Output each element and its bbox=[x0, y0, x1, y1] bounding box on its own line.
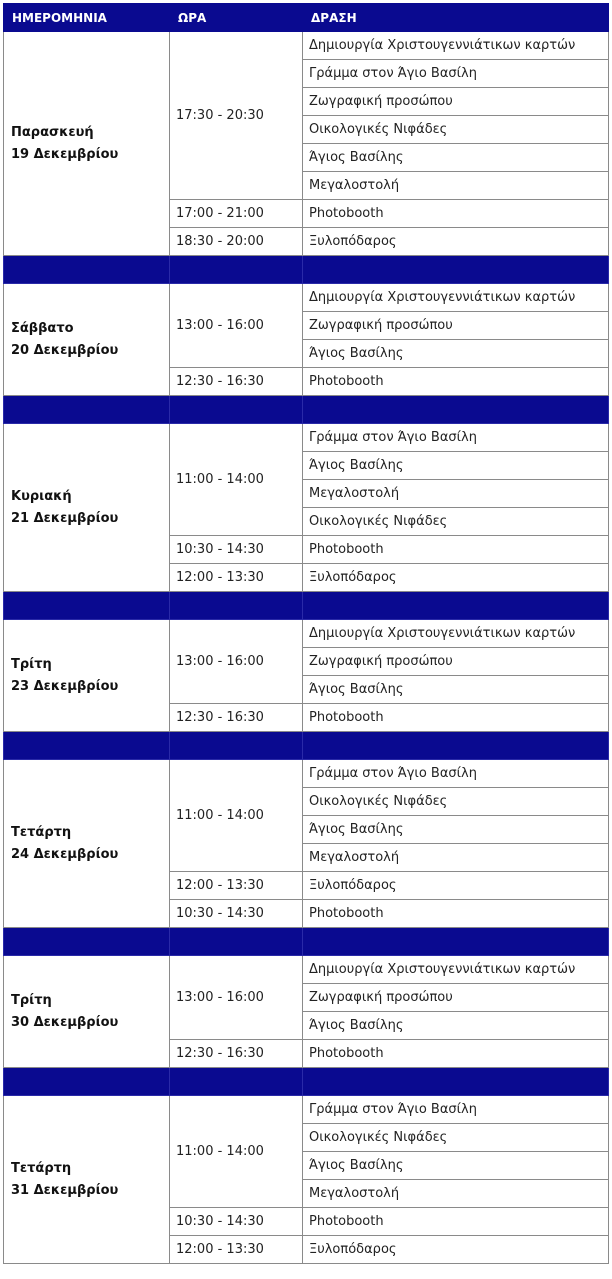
separator-row bbox=[4, 256, 609, 284]
activity-cell: Άγιος Βασίλης bbox=[303, 676, 609, 704]
time-cell: 10:30 - 14:30 bbox=[170, 536, 303, 564]
time-cell: 11:00 - 14:00 bbox=[170, 424, 303, 536]
table-row bbox=[4, 620, 609, 648]
header-activity: ΔΡΑΣΗ bbox=[303, 4, 609, 32]
day-name: Σάββατο bbox=[11, 320, 74, 336]
table-row bbox=[4, 424, 609, 452]
table-row bbox=[4, 956, 609, 984]
time-cell: 11:00 - 14:00 bbox=[170, 760, 303, 872]
activity-cell: Οικολογικές Νιφάδες bbox=[303, 1124, 609, 1152]
table-row bbox=[4, 1096, 609, 1124]
activity-cell: Photobooth bbox=[303, 200, 609, 228]
schedule-body bbox=[4, 32, 609, 1264]
activity-cell: Οικολογικές Νιφάδες bbox=[303, 116, 609, 144]
activity-cell: Photobooth bbox=[303, 1208, 609, 1236]
time-cell: 13:00 - 16:00 bbox=[170, 620, 303, 704]
activity-cell: Άγιος Βασίλης bbox=[303, 816, 609, 844]
separator-cell bbox=[4, 256, 170, 284]
activity-cell: Οικολογικές Νιφάδες bbox=[303, 508, 609, 536]
time-cell: 12:30 - 16:30 bbox=[170, 368, 303, 396]
separator-cell bbox=[170, 732, 303, 760]
activity-cell: Δημιουργία Χριστουγεννιάτικων καρτών bbox=[303, 956, 609, 984]
activity-cell: Ξυλοπόδαρος bbox=[303, 564, 609, 592]
day-name: Τρίτη bbox=[11, 656, 52, 672]
day-name: Τετάρτη bbox=[11, 1160, 72, 1176]
time-cell: 10:30 - 14:30 bbox=[170, 900, 303, 928]
day-cell bbox=[4, 760, 170, 928]
activity-cell: Άγιος Βασίλης bbox=[303, 452, 609, 480]
day-date: 24 Δεκεμβρίου bbox=[11, 846, 119, 862]
day-cell bbox=[4, 284, 170, 396]
activity-cell: Δημιουργία Χριστουγεννιάτικων καρτών bbox=[303, 620, 609, 648]
header-row bbox=[4, 4, 609, 32]
activity-cell: Άγιος Βασίλης bbox=[303, 1012, 609, 1040]
day-date: 19 Δεκεμβρίου bbox=[11, 146, 119, 162]
separator-cell bbox=[4, 928, 170, 956]
activity-cell: Γράμμα στον Άγιο Βασίλη bbox=[303, 60, 609, 88]
separator-row bbox=[4, 592, 609, 620]
separator-cell bbox=[170, 396, 303, 424]
time-cell: 18:30 - 20:00 bbox=[170, 228, 303, 256]
separator-cell bbox=[170, 256, 303, 284]
day-name: Τρίτη bbox=[11, 992, 52, 1008]
header-time: ΩΡΑ bbox=[170, 4, 303, 32]
activity-cell: Δημιουργία Χριστουγεννιάτικων καρτών bbox=[303, 284, 609, 312]
day-date: 31 Δεκεμβρίου bbox=[11, 1182, 119, 1198]
separator-row bbox=[4, 1068, 609, 1096]
activity-cell: Άγιος Βασίλης bbox=[303, 1152, 609, 1180]
activity-cell: Photobooth bbox=[303, 704, 609, 732]
activity-cell: Γράμμα στον Άγιο Βασίλη bbox=[303, 760, 609, 788]
time-cell: 12:00 - 13:30 bbox=[170, 1236, 303, 1264]
separator-cell bbox=[303, 1068, 609, 1096]
day-date: 21 Δεκεμβρίου bbox=[11, 510, 119, 526]
time-cell: 10:30 - 14:30 bbox=[170, 1208, 303, 1236]
activity-cell: Ξυλοπόδαρος bbox=[303, 872, 609, 900]
time-cell: 13:00 - 16:00 bbox=[170, 956, 303, 1040]
table-row bbox=[4, 284, 609, 312]
day-name: Κυριακή bbox=[11, 488, 72, 504]
activity-cell: Μεγαλοστολή bbox=[303, 1180, 609, 1208]
separator-cell bbox=[4, 1068, 170, 1096]
time-cell: 17:30 - 20:30 bbox=[170, 32, 303, 200]
separator-cell bbox=[303, 732, 609, 760]
day-cell bbox=[4, 620, 170, 732]
separator-cell bbox=[303, 928, 609, 956]
separator-cell bbox=[170, 928, 303, 956]
separator-row bbox=[4, 928, 609, 956]
separator-cell bbox=[170, 1068, 303, 1096]
activity-cell: Photobooth bbox=[303, 1040, 609, 1068]
time-cell: 12:00 - 13:30 bbox=[170, 872, 303, 900]
activity-cell: Άγιος Βασίλης bbox=[303, 340, 609, 368]
activity-cell: Μεγαλοστολή bbox=[303, 172, 609, 200]
activity-cell: Photobooth bbox=[303, 368, 609, 396]
activity-cell: Ξυλοπόδαρος bbox=[303, 1236, 609, 1264]
schedule-table bbox=[3, 3, 609, 1264]
time-cell: 12:30 - 16:30 bbox=[170, 704, 303, 732]
activity-cell: Ζωγραφική προσώπου bbox=[303, 984, 609, 1012]
day-cell bbox=[4, 956, 170, 1068]
activity-cell: Ξυλοπόδαρος bbox=[303, 228, 609, 256]
activity-cell: Photobooth bbox=[303, 900, 609, 928]
time-cell: 12:00 - 13:30 bbox=[170, 564, 303, 592]
separator-cell bbox=[303, 592, 609, 620]
activity-cell: Γράμμα στον Άγιο Βασίλη bbox=[303, 424, 609, 452]
activity-cell: Οικολογικές Νιφάδες bbox=[303, 788, 609, 816]
table-row bbox=[4, 32, 609, 60]
time-cell: 11:00 - 14:00 bbox=[170, 1096, 303, 1208]
separator-cell bbox=[303, 256, 609, 284]
separator-cell bbox=[303, 396, 609, 424]
day-date: 23 Δεκεμβρίου bbox=[11, 678, 119, 694]
table-row bbox=[4, 760, 609, 788]
activity-cell: Ζωγραφική προσώπου bbox=[303, 312, 609, 340]
activity-cell: Άγιος Βασίλης bbox=[303, 144, 609, 172]
time-cell: 13:00 - 16:00 bbox=[170, 284, 303, 368]
day-date: 30 Δεκεμβρίου bbox=[11, 1014, 119, 1030]
activity-cell: Μεγαλοστολή bbox=[303, 844, 609, 872]
activity-cell: Ζωγραφική προσώπου bbox=[303, 648, 609, 676]
time-cell: 17:00 - 21:00 bbox=[170, 200, 303, 228]
separator-cell bbox=[170, 592, 303, 620]
day-cell bbox=[4, 32, 170, 256]
activity-cell: Ζωγραφική προσώπου bbox=[303, 88, 609, 116]
day-name: Παρασκευή bbox=[11, 124, 94, 140]
separator-row bbox=[4, 732, 609, 760]
separator-cell bbox=[4, 592, 170, 620]
activity-cell: Photobooth bbox=[303, 536, 609, 564]
day-name: Τετάρτη bbox=[11, 824, 72, 840]
time-cell: 12:30 - 16:30 bbox=[170, 1040, 303, 1068]
activity-cell: Μεγαλοστολή bbox=[303, 480, 609, 508]
activity-cell: Δημιουργία Χριστουγεννιάτικων καρτών bbox=[303, 32, 609, 60]
day-date: 20 Δεκεμβρίου bbox=[11, 342, 119, 358]
header-date: ΗΜΕΡΟΜΗΝΙΑ bbox=[4, 4, 170, 32]
day-cell bbox=[4, 424, 170, 592]
activity-cell: Γράμμα στον Άγιο Βασίλη bbox=[303, 1096, 609, 1124]
separator-cell bbox=[4, 732, 170, 760]
day-cell bbox=[4, 1096, 170, 1264]
separator-cell bbox=[4, 396, 170, 424]
separator-row bbox=[4, 396, 609, 424]
